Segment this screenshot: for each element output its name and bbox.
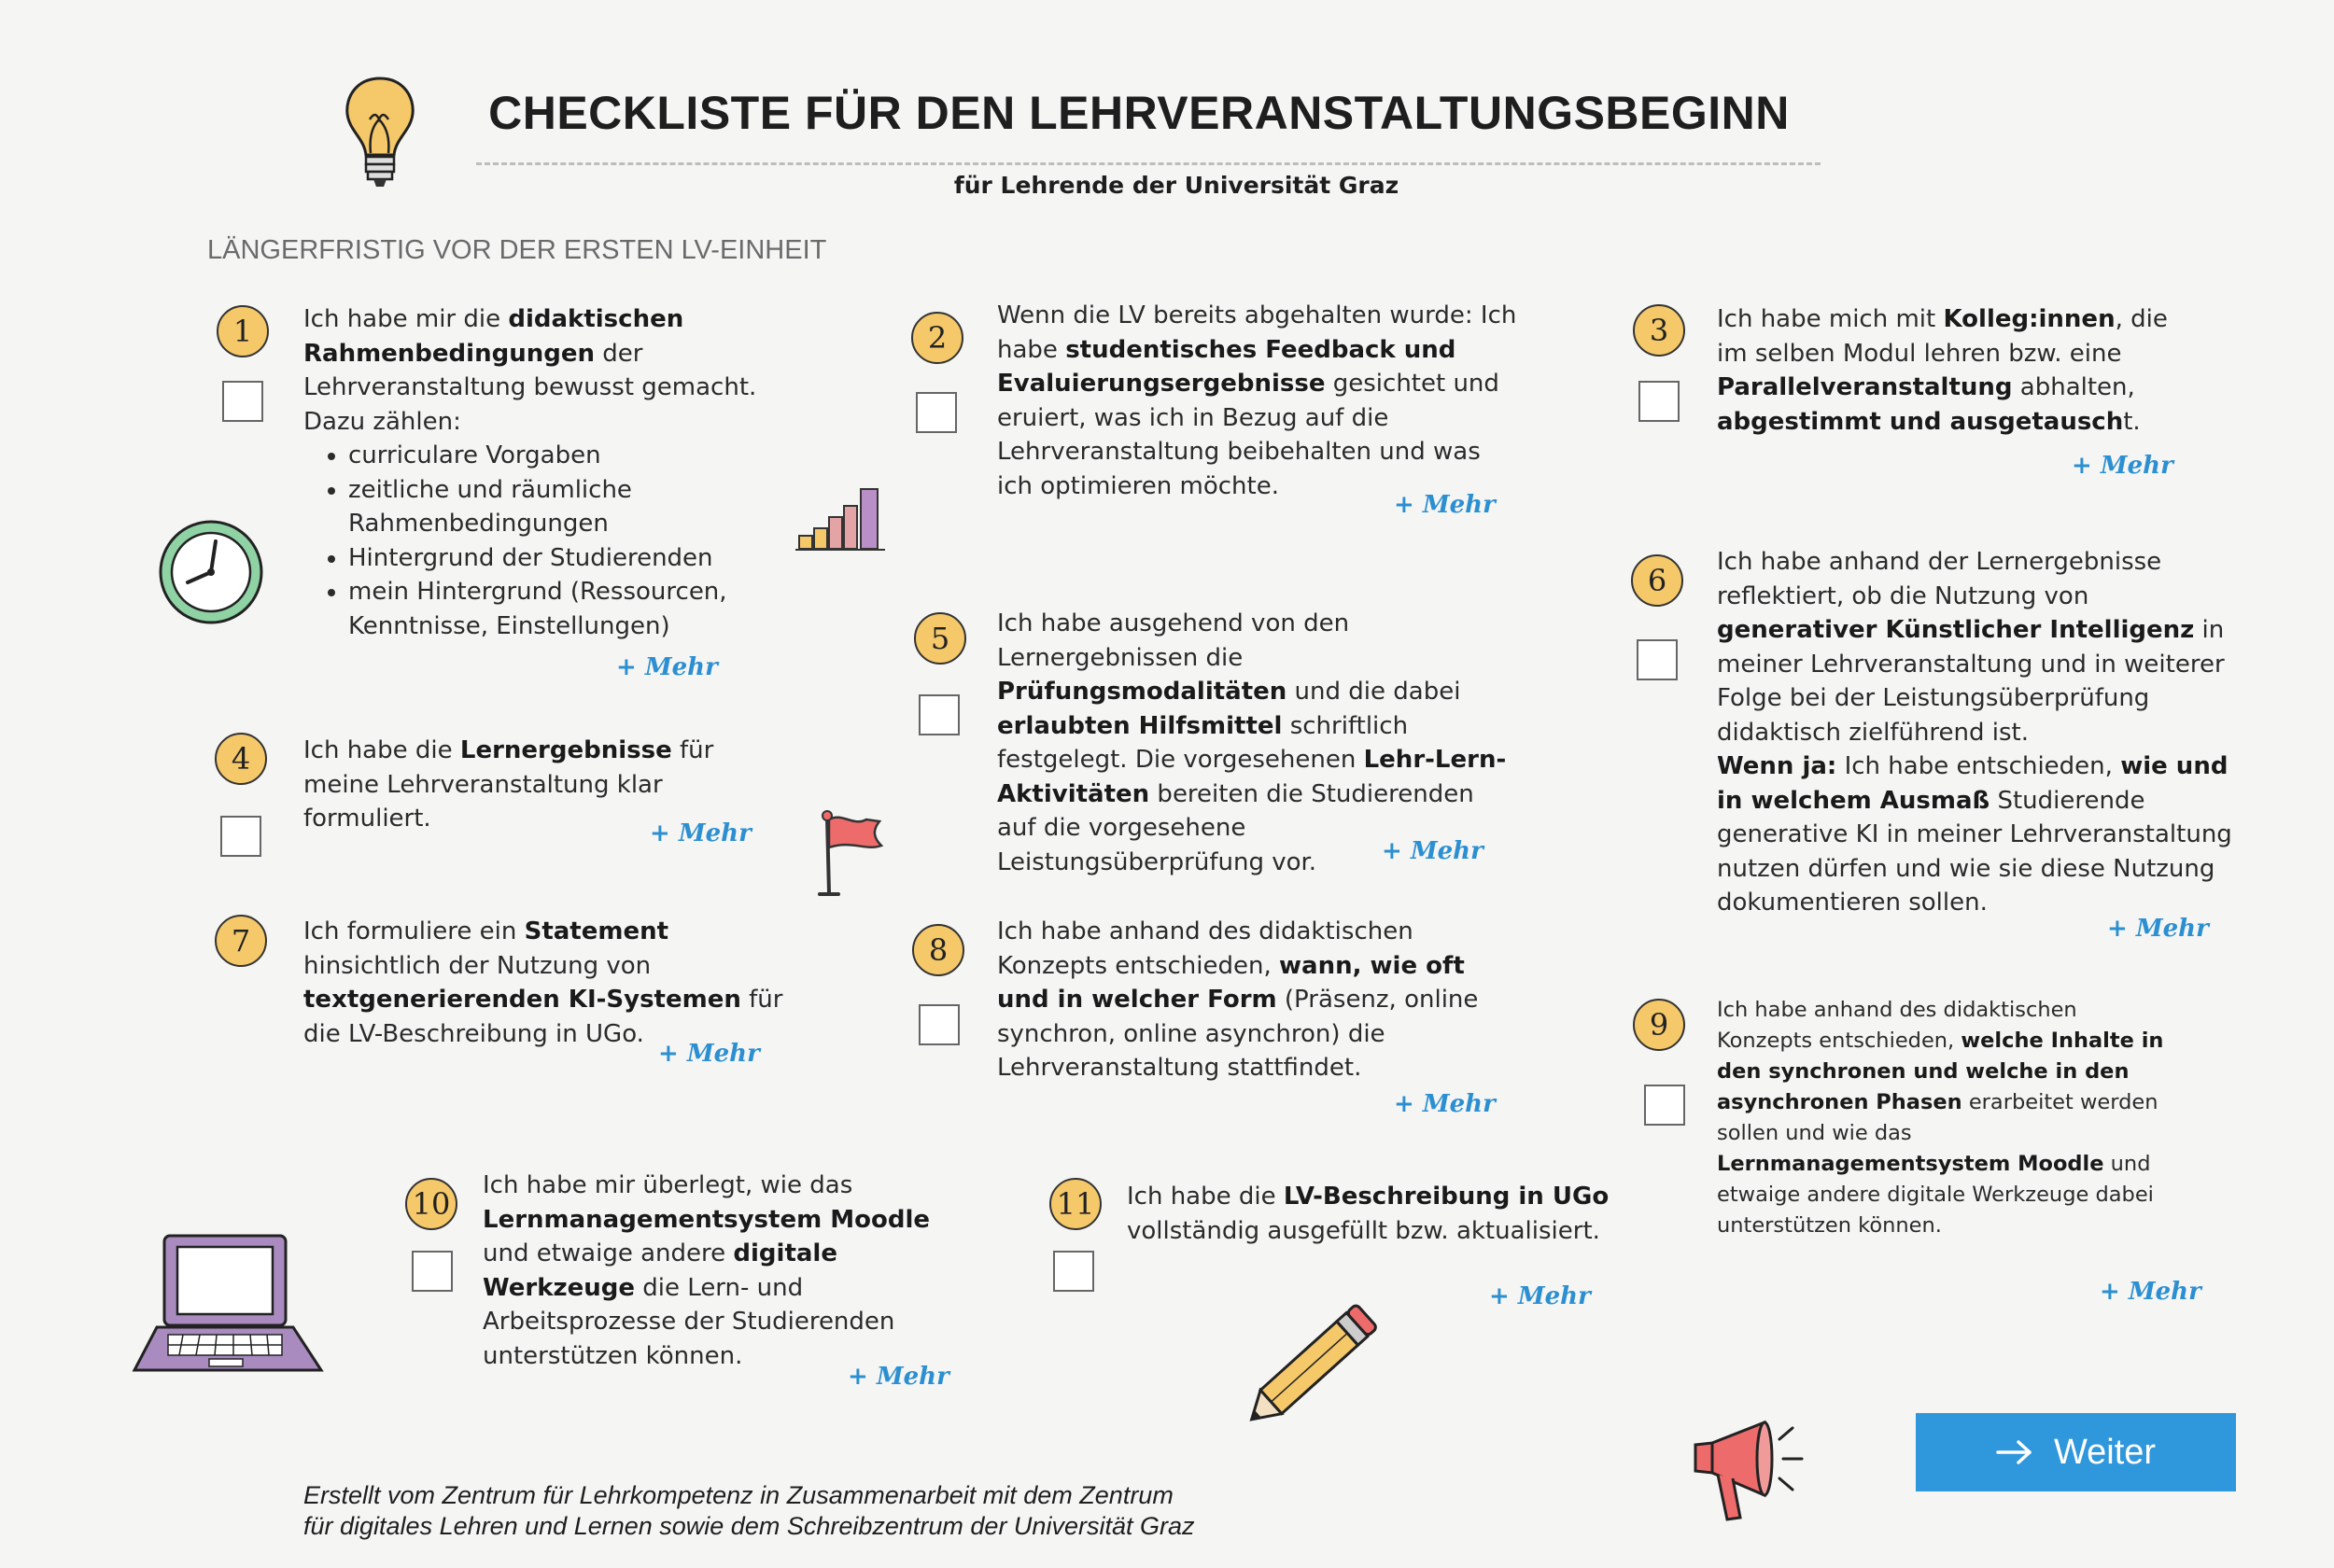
- step-number-badge: 6: [1631, 554, 1683, 607]
- item-2-checkbox[interactable]: [916, 392, 957, 433]
- item-1-mehr-link[interactable]: + Mehr: [616, 653, 718, 681]
- item-2-text: Wenn die LV bereits abgehalten wurde: Ich habe studentisches Feedback und Evaluierungsergebnisse gesichtet und eruiert, was ich in Bezug auf die Lehrveranstaltung beibehalten und was ich optimieren möchte.: [997, 301, 1517, 500]
- step-number-badge: 7: [215, 915, 267, 967]
- item-11-text: Ich habe die LV-Beschreibung in UGo vollständig ausgefüllt bzw. aktualisiert.: [1127, 1183, 1610, 1245]
- weiter-label: Weiter: [2053, 1432, 2157, 1472]
- item-7-mehr-link[interactable]: + Mehr: [658, 1040, 760, 1068]
- item-5-mehr-link[interactable]: + Mehr: [1382, 837, 1483, 865]
- item-10-mehr-link[interactable]: + Mehr: [848, 1363, 949, 1391]
- bullet-item: • zeitliche und räumliche Rahmenbedingungen: [348, 473, 770, 541]
- step-number-badge: 10: [405, 1178, 457, 1230]
- arrow-right-icon: [1996, 1439, 2033, 1465]
- step-number-badge: 5: [914, 612, 966, 665]
- megaphone-icon: [1686, 1417, 1813, 1529]
- flag-icon: [814, 808, 889, 902]
- step-number-badge: 1: [217, 305, 269, 357]
- step-number-badge: 11: [1049, 1178, 1102, 1230]
- footer-line: Erstellt vom Zentrum für Lehrkompetenz in Zusammenarbeit mit dem Zentrum: [303, 1481, 1174, 1509]
- clock-icon: [154, 515, 268, 629]
- item-11-mehr-link[interactable]: + Mehr: [1489, 1282, 1591, 1310]
- item-6-text: Ich habe anhand der Lernergebnisse reflektiert, ob die Nutzung von generativer Künstlicher Intelligenz in meiner Lehrveranstaltung und in weiterer Folge bei der Leistungsüberprüfung didaktisch zielführend ist. Wenn ja: Ich habe entschieden, wie und in welchem Ausmaß Studierende generative KI in meiner Lehrveranstaltung nutzen dürfen und wie sie diese Nutzung dokumentieren sollen.: [1717, 548, 2232, 917]
- item-1-checkbox[interactable]: [222, 381, 263, 422]
- title-divider: [476, 162, 1821, 165]
- item-9-text: Ich habe anhand des didaktischen Konzepts entschieden, welche Inhalte in den synchronen und welche in den asynchronen Phasen erarbeitet werden sollen und wie das Lernmanagementsystem Moodle und etwaige andere digitale Werkzeuge dabei unterstützen können.: [1717, 998, 2164, 1238]
- item-4-mehr-link[interactable]: + Mehr: [650, 819, 752, 847]
- step-number-badge: 2: [911, 312, 963, 364]
- item-8-mehr-link[interactable]: + Mehr: [1394, 1090, 1496, 1118]
- item-3-checkbox[interactable]: [1638, 381, 1680, 422]
- item-11-checkbox[interactable]: [1053, 1251, 1094, 1292]
- item-4-text: Ich habe die Lernergebnisse für meine Lehrveranstaltung klar formuliert.: [303, 736, 714, 833]
- page-title: CHECKLISTE FÜR DEN LEHRVERANSTALTUNGSBEGINN: [488, 87, 1790, 139]
- item-1-text: Ich habe mir die didaktischen Rahmenbedingungen der Lehrveranstaltung bewusst gemacht. Dazu zählen: • curriculare Vorgaben • zeitliche und räumliche Rahmenbedingungen • Hintergrund der Studierenden • mein Hintergrund (Ressourcen, Kenntnisse, Einstellungen): [303, 302, 770, 643]
- item-7-text: Ich formuliere ein Statement hinsichtlich der Nutzung von textgenerierenden KI-Systemen für die LV-Beschreibung in UGo.: [303, 917, 783, 1048]
- section-title: LÄNGERFRISTIG VOR DER ERSTEN LV-EINHEIT: [207, 235, 827, 265]
- item-9-mehr-link[interactable]: + Mehr: [2100, 1278, 2201, 1306]
- item-2-mehr-link[interactable]: + Mehr: [1394, 491, 1496, 519]
- item-8-text: Ich habe anhand des didaktischen Konzepts entschieden, wann, wie oft und in welcher Form (Präsenz, online synchron, online asynchron) die Lehrveranstaltung stattfindet.: [997, 917, 1479, 1082]
- bar-chart-icon: [795, 485, 885, 553]
- lightbulb-icon: [338, 73, 422, 194]
- item-3-mehr-link[interactable]: + Mehr: [2072, 452, 2173, 480]
- item-5-text: Ich habe ausgehend von den Lernergebnissen die Prüfungsmodalitäten und die dabei erlaubten Hilfsmittel schriftlich festgelegt. Die vorgesehenen Lehr-Lern-Aktivitäten bereiten die Studierenden auf die vorgesehene Leistungsüberprüfung vor.: [997, 609, 1507, 876]
- item-6-mehr-link[interactable]: + Mehr: [2107, 915, 2209, 943]
- weiter-button[interactable]: [1916, 1413, 2236, 1491]
- bullet-item: • Hintergrund der Studierenden: [348, 541, 770, 576]
- pencil-icon: [1230, 1294, 1389, 1443]
- item-1-bullet-list: [303, 439, 770, 643]
- item-5-checkbox[interactable]: [919, 694, 960, 735]
- footer-credits: [303, 1480, 1424, 1542]
- item-10-text: Ich habe mir überlegt, wie das Lernmanagementsystem Moodle und etwaige andere digitale Werkzeuge die Lern- und Arbeitsprozesse der Studierenden unterstützen können.: [483, 1171, 930, 1370]
- item-9-checkbox[interactable]: [1644, 1085, 1685, 1126]
- item-8-checkbox[interactable]: [919, 1004, 960, 1045]
- bullet-item: • mein Hintergrund (Ressourcen, Kenntnisse, Einstellungen): [348, 575, 770, 643]
- item-10-checkbox[interactable]: [412, 1251, 453, 1292]
- item-6-checkbox[interactable]: [1637, 639, 1678, 680]
- page-subtitle: für Lehrende der Universität Graz: [953, 172, 1399, 199]
- item-3-text: Ich habe mich mit Kolleg:innen, die im selben Modul lehren bzw. eine Parallelveranstaltung abhalten, abgestimmt und ausgetauscht.: [1717, 305, 2168, 436]
- bullet-item: • curriculare Vorgaben: [348, 439, 770, 473]
- step-number-badge: 3: [1633, 304, 1685, 357]
- step-number-badge: 9: [1633, 999, 1685, 1051]
- step-number-badge: 8: [912, 924, 964, 976]
- footer-line: für digitales Lehren und Lernen sowie dem Schreibzentrum der Universität Graz: [303, 1512, 1195, 1540]
- laptop-icon: [131, 1230, 327, 1381]
- step-number-badge: 4: [215, 733, 267, 785]
- item-4-checkbox[interactable]: [220, 816, 261, 857]
